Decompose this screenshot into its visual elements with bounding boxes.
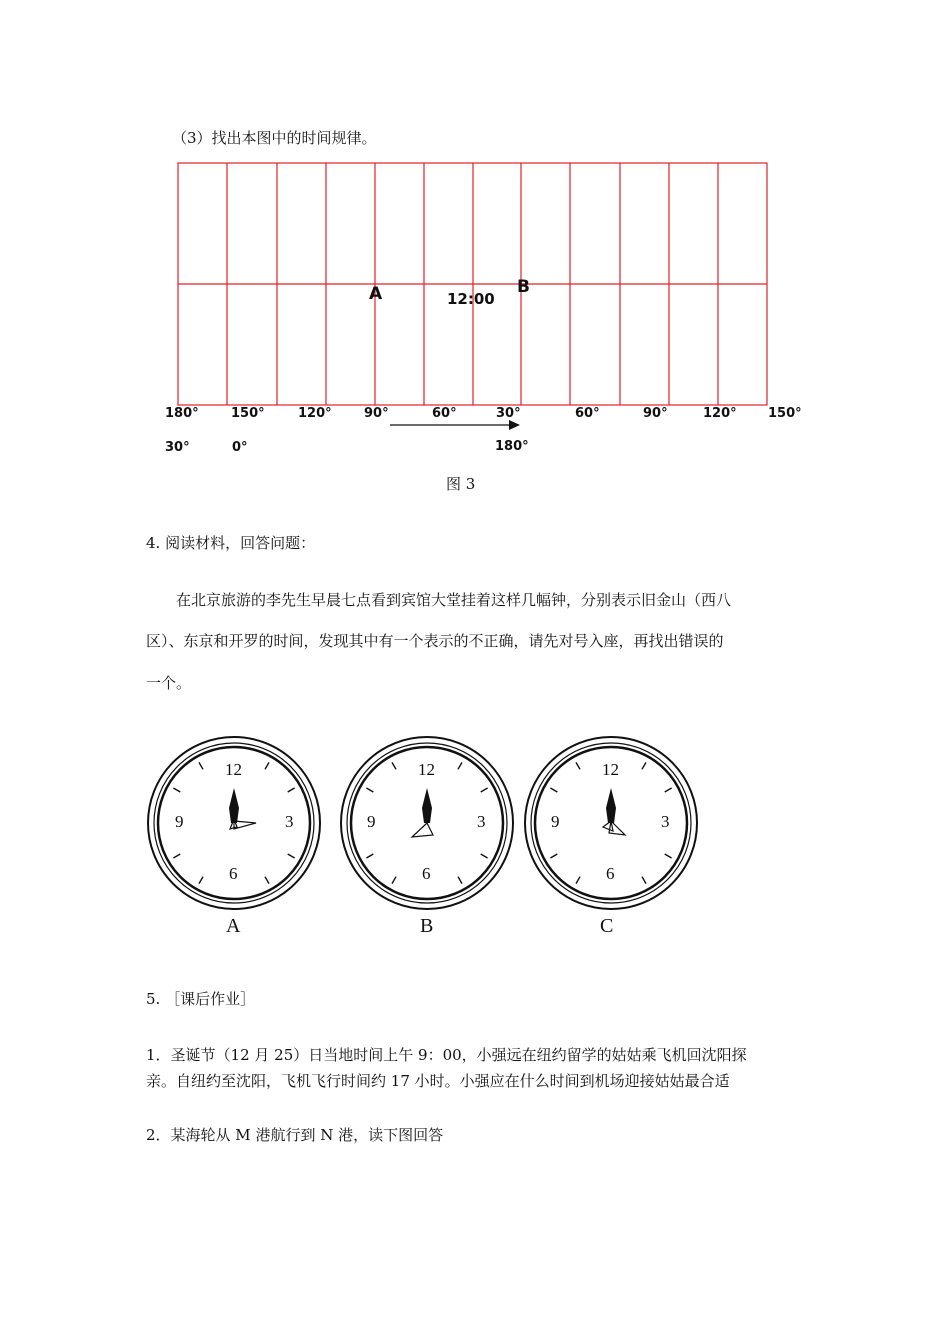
lon-label: 90° bbox=[364, 406, 389, 421]
lon-label: 120° bbox=[703, 406, 737, 421]
q3-title: （3）找出本图中的时间规律。 bbox=[172, 129, 377, 147]
lon-label: 150° bbox=[231, 406, 265, 421]
direction-arrow bbox=[390, 420, 520, 430]
q5-item1-line: 亲。自纽约至沈阳，飞机飞行时间约 17 小时。小强应在什么时间到机场迎接姑姑最合适 bbox=[146, 1072, 730, 1090]
q5-heading: 5. ［课后作业］ bbox=[146, 990, 256, 1008]
lon-label: 60° bbox=[432, 406, 457, 421]
lon-label: 30° bbox=[496, 406, 521, 421]
lon-label: 30° bbox=[165, 440, 190, 455]
clock-a-num-12: 12 bbox=[225, 760, 242, 779]
lon-label: 180° bbox=[165, 406, 199, 421]
time-zone-grid bbox=[0, 0, 950, 480]
point-a-label: A bbox=[369, 284, 383, 304]
q4-heading: 4. 阅读材料，回答问题： bbox=[146, 534, 316, 552]
q4-paragraph-line: 一个。 bbox=[146, 674, 192, 692]
q5-item1-line: 1．圣诞节（12 月 25）日当地时间上午 9：00，小强远在纽约留学的姑姑乘飞机回沈阳探 bbox=[146, 1046, 747, 1064]
clock-c-num-6: 6 bbox=[606, 864, 615, 883]
lon-label: 0° bbox=[232, 440, 248, 455]
clock-c-num-9: 9 bbox=[551, 812, 560, 831]
clocks-figure bbox=[0, 730, 950, 950]
clock-a-label: A bbox=[226, 915, 241, 937]
lon-label: 150° bbox=[768, 406, 802, 421]
clock-c-num-3: 3 bbox=[661, 812, 670, 831]
lon-label: 90° bbox=[643, 406, 668, 421]
grid-lines bbox=[178, 163, 767, 405]
point-b-label: B bbox=[517, 277, 530, 297]
clock-b-label: B bbox=[420, 915, 434, 937]
clock-b-num-12: 12 bbox=[418, 760, 435, 779]
lon-label: 60° bbox=[575, 406, 600, 421]
clock-b-num-3: 3 bbox=[477, 812, 486, 831]
time-label: 12:00 bbox=[447, 290, 495, 308]
figure-caption: 图 3 bbox=[446, 475, 476, 493]
q4-paragraph-line: 在北京旅游的李先生早晨七点看到宾馆大堂挂着这样几幅钟，分别表示旧金山（西八 bbox=[176, 591, 732, 609]
clock-b-num-6: 6 bbox=[422, 864, 431, 883]
clock-c-num-12: 12 bbox=[602, 760, 619, 779]
clock-c-label: C bbox=[600, 915, 614, 937]
clock-b-num-9: 9 bbox=[367, 812, 376, 831]
q5-item2: 2．某海轮从 M 港航行到 N 港，读下图回答 bbox=[146, 1126, 444, 1144]
lon-label: 180° bbox=[495, 439, 529, 454]
clock-a-num-3: 3 bbox=[285, 812, 294, 831]
lon-label: 120° bbox=[298, 406, 332, 421]
clock-a-num-9: 9 bbox=[175, 812, 184, 831]
clock-a-num-6: 6 bbox=[229, 864, 238, 883]
q4-paragraph-line: 区）、东京和开罗的时间，发现其中有一个表示的不正确，请先对号入座，再找出错误的 bbox=[146, 632, 724, 650]
